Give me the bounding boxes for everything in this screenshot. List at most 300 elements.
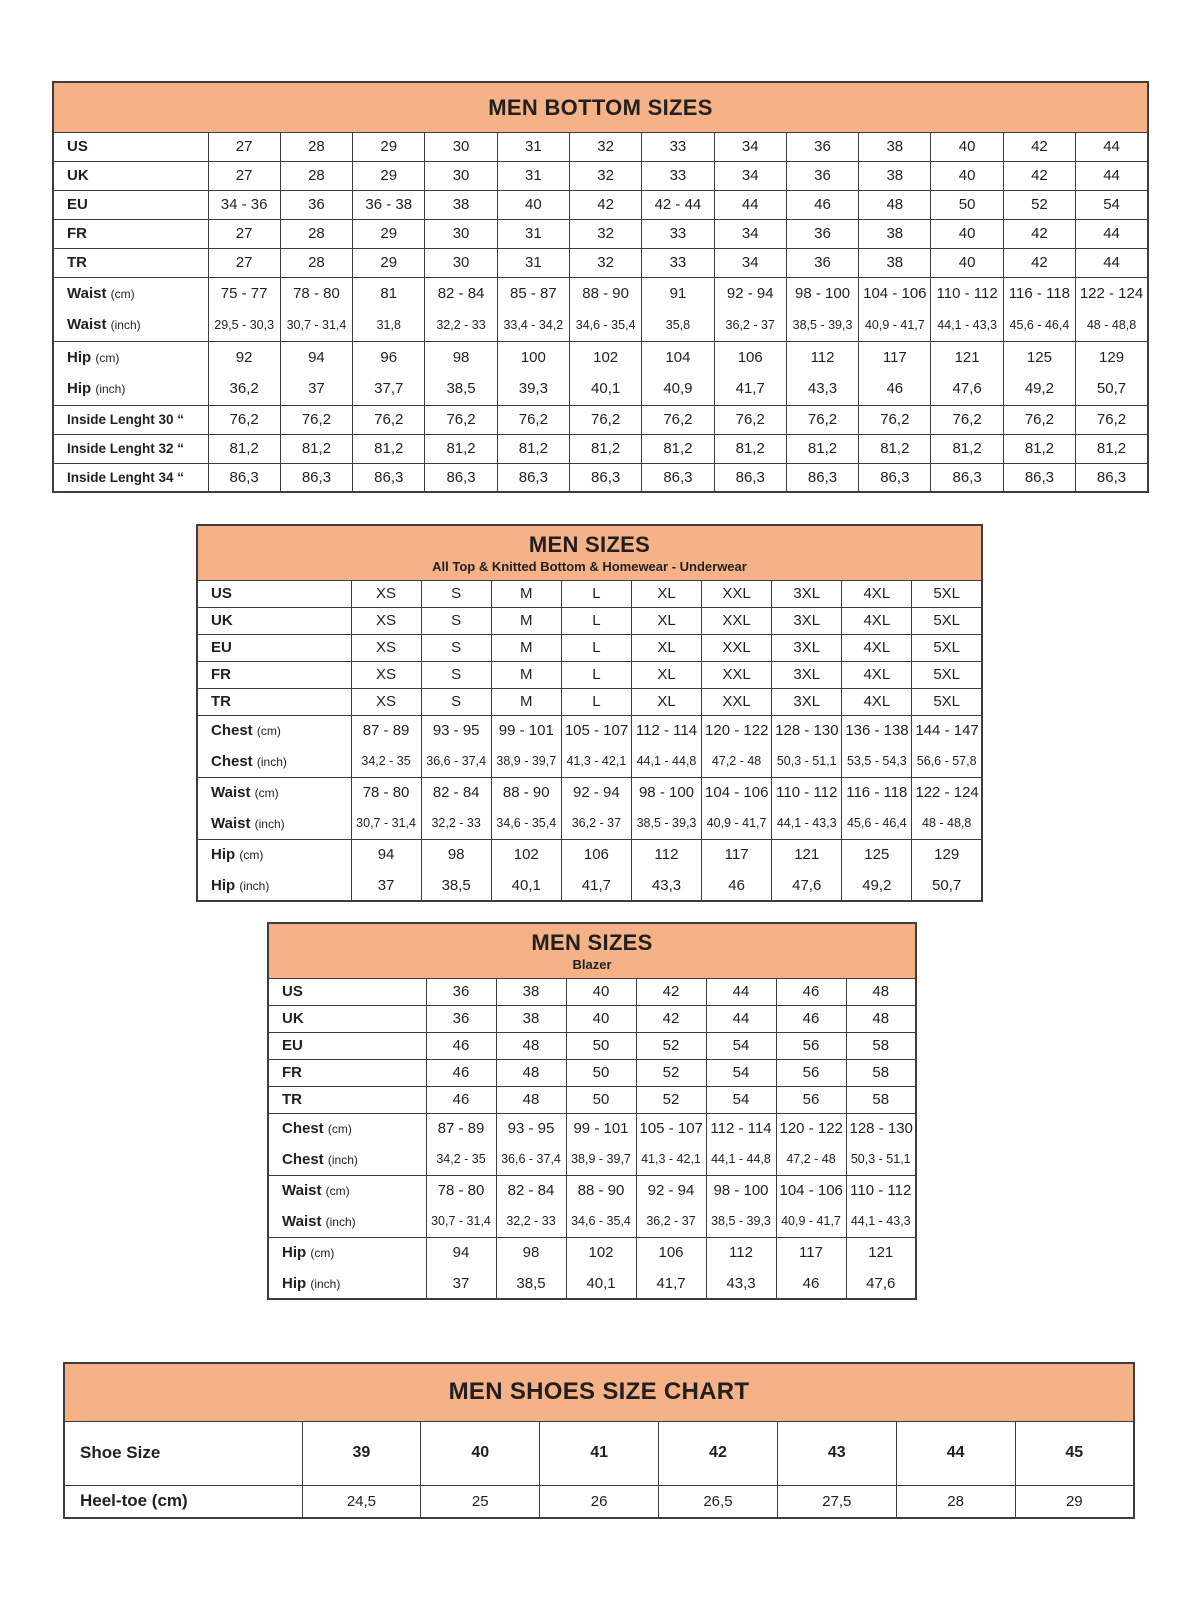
row-label-text: Waist (67, 284, 107, 302)
cell: 98 - 100 (786, 277, 858, 309)
table-row (53, 463, 1148, 492)
table-row (197, 607, 982, 634)
unit-label: (cm) (327, 1122, 352, 1137)
cell: 93 - 95 (496, 1113, 566, 1144)
row-label (64, 1421, 302, 1485)
cell: 33 (642, 219, 714, 248)
cell: 41 (540, 1421, 659, 1485)
cell: 129 (1076, 341, 1148, 373)
cell: 98 - 100 (631, 777, 701, 808)
cell: 53,5 - 54,3 (842, 746, 912, 777)
cell: 42 - 44 (642, 190, 714, 219)
cell: M (491, 688, 561, 715)
cell: 46 (702, 870, 772, 901)
cell: 50,7 (1076, 373, 1148, 405)
cell: 44,1 - 44,8 (631, 746, 701, 777)
cell: 29 (353, 161, 425, 190)
cell: 36 (426, 978, 496, 1005)
row-label-text: Waist (282, 1182, 322, 1200)
cell: 48 - 48,8 (912, 808, 982, 839)
table-row (53, 373, 1148, 405)
cell: 38,5 - 39,3 (786, 309, 858, 341)
cell: 42 (1003, 161, 1075, 190)
cell: 86,3 (931, 463, 1003, 492)
row-label-text: Chest (211, 752, 253, 770)
cell: 116 - 118 (842, 777, 912, 808)
men-bottom-sizes-grid (52, 81, 1149, 493)
row-label-text: UK (282, 1010, 304, 1027)
cell: 35,8 (642, 309, 714, 341)
row-label-text: US (67, 138, 88, 155)
cell: 86,3 (280, 463, 352, 492)
cell: 58 (846, 1059, 916, 1086)
cell: 81,2 (208, 434, 280, 463)
cell: 27,5 (777, 1485, 896, 1518)
cell: 52 (1003, 190, 1075, 219)
row-label-text: Hip (282, 1244, 307, 1262)
row-label (53, 277, 208, 309)
table-row (197, 839, 982, 870)
unit-label: (cm) (95, 350, 120, 365)
cell: 52 (636, 1059, 706, 1086)
table-header (53, 82, 1148, 132)
cell: 46 (776, 1268, 846, 1299)
cell: 44 (706, 978, 776, 1005)
cell: 29 (353, 219, 425, 248)
cell: XS (351, 580, 421, 607)
cell: 102 (491, 839, 561, 870)
table-row (268, 1268, 916, 1299)
row-label (268, 1206, 426, 1237)
cell: S (421, 634, 491, 661)
cell: 48 (846, 978, 916, 1005)
unit-label: (inch) (239, 878, 270, 893)
cell: S (421, 688, 491, 715)
cell: 37 (426, 1268, 496, 1299)
table-row (197, 715, 982, 746)
cell: 75 - 77 (208, 277, 280, 309)
cell: 48 (859, 190, 931, 219)
cell: 36 - 38 (353, 190, 425, 219)
cell: 43,3 (706, 1268, 776, 1299)
cell: XXL (702, 688, 772, 715)
cell: 41,7 (714, 373, 786, 405)
cell: 96 (353, 341, 425, 373)
cell: 44,1 - 44,8 (706, 1144, 776, 1175)
cell: 40 (931, 132, 1003, 161)
row-label-text: Hip (67, 380, 92, 398)
row-label (268, 1086, 426, 1113)
cell: 45 (1015, 1421, 1134, 1485)
cell: 36,2 - 37 (636, 1206, 706, 1237)
cell: 46 (426, 1059, 496, 1086)
cell: 50,3 - 51,1 (846, 1144, 916, 1175)
row-label (197, 808, 351, 839)
row-label-text: Chest (211, 722, 253, 740)
cell: 120 - 122 (702, 715, 772, 746)
cell: 36 (786, 219, 858, 248)
cell: 41,7 (636, 1268, 706, 1299)
row-label-text: Waist (211, 784, 251, 802)
row-label (268, 1005, 426, 1032)
cell: 41,3 - 42,1 (561, 746, 631, 777)
cell: 40,1 (566, 1268, 636, 1299)
cell: 38,5 - 39,3 (706, 1206, 776, 1237)
table-row (64, 1421, 1134, 1485)
men-shoes-size-chart-grid (63, 1362, 1135, 1519)
cell: 82 - 84 (496, 1175, 566, 1206)
cell: 39 (302, 1421, 421, 1485)
cell: 30,7 - 31,4 (426, 1206, 496, 1237)
row-label (53, 219, 208, 248)
cell: 50,3 - 51,1 (772, 746, 842, 777)
cell: 40 (566, 978, 636, 1005)
row-label (53, 161, 208, 190)
cell: 105 - 107 (636, 1113, 706, 1144)
table-row (53, 161, 1148, 190)
unit-label: (cm) (256, 724, 281, 739)
cell: 29 (1015, 1485, 1134, 1518)
row-label-text: Hip (282, 1274, 307, 1292)
cell: 36,6 - 37,4 (496, 1144, 566, 1175)
cell: 40 (931, 219, 1003, 248)
row-label (53, 373, 208, 405)
cell: 81,2 (425, 434, 497, 463)
cell: 81,2 (569, 434, 641, 463)
cell: XXL (702, 661, 772, 688)
table-row (53, 132, 1148, 161)
cell: XS (351, 634, 421, 661)
cell: 56 (776, 1032, 846, 1059)
cell: 56 (776, 1086, 846, 1113)
row-label (268, 1237, 426, 1268)
row-label (53, 341, 208, 373)
table-header (64, 1363, 1134, 1421)
cell: XXL (702, 607, 772, 634)
cell: 121 (772, 839, 842, 870)
cell: 32,2 - 33 (496, 1206, 566, 1237)
row-label-text: Waist (211, 814, 251, 832)
cell: 38,5 (496, 1268, 566, 1299)
row-label (197, 580, 351, 607)
cell: 40 (497, 190, 569, 219)
cell: 43 (777, 1421, 896, 1485)
cell: 128 - 130 (772, 715, 842, 746)
cell: 82 - 84 (421, 777, 491, 808)
cell: 27 (208, 132, 280, 161)
cell: 86,3 (497, 463, 569, 492)
table-row (197, 688, 982, 715)
cell: 54 (706, 1032, 776, 1059)
cell: 81,2 (931, 434, 1003, 463)
cell: 4XL (842, 580, 912, 607)
row-label (197, 777, 351, 808)
unit-label: (inch) (325, 1214, 356, 1229)
cell: 112 - 114 (631, 715, 701, 746)
cell: 76,2 (1003, 405, 1075, 434)
cell: 106 (636, 1237, 706, 1268)
row-label (197, 746, 351, 777)
table-row (268, 1059, 916, 1086)
table-row (53, 277, 1148, 309)
table-row (53, 219, 1148, 248)
row-label-text: Shoe Size (80, 1443, 161, 1462)
cell: 36 (786, 132, 858, 161)
cell: 37,7 (353, 373, 425, 405)
cell: 34,6 - 35,4 (566, 1206, 636, 1237)
cell: 50 (566, 1086, 636, 1113)
cell: XXL (702, 580, 772, 607)
cell: 28 (280, 161, 352, 190)
unit-label: (inch) (256, 754, 287, 769)
cell: 38 (496, 1005, 566, 1032)
row-label (197, 688, 351, 715)
cell: 38,5 - 39,3 (631, 808, 701, 839)
cell: 76,2 (714, 405, 786, 434)
cell: 76,2 (931, 405, 1003, 434)
cell: 40 (931, 248, 1003, 277)
cell: 92 - 94 (714, 277, 786, 309)
cell: XL (631, 607, 701, 634)
cell: 42 (636, 978, 706, 1005)
cell: 49,2 (1003, 373, 1075, 405)
cell: 100 (497, 341, 569, 373)
cell: 46 (776, 1005, 846, 1032)
cell: 27 (208, 248, 280, 277)
table-row (268, 1113, 916, 1144)
cell: 34 - 36 (208, 190, 280, 219)
cell: 88 - 90 (566, 1175, 636, 1206)
cell: 33 (642, 248, 714, 277)
cell: 81,2 (1003, 434, 1075, 463)
row-label-text: US (211, 585, 232, 602)
table-row (197, 661, 982, 688)
cell: 58 (846, 1086, 916, 1113)
cell: 117 (702, 839, 772, 870)
cell: 76,2 (280, 405, 352, 434)
row-label (53, 248, 208, 277)
table-row (268, 978, 916, 1005)
cell: 45,6 - 46,4 (1003, 309, 1075, 341)
cell: 34,6 - 35,4 (491, 808, 561, 839)
table-row (53, 434, 1148, 463)
cell: 30,7 - 31,4 (351, 808, 421, 839)
cell: 27 (208, 161, 280, 190)
cell: 36 (426, 1005, 496, 1032)
cell: 48 (496, 1086, 566, 1113)
cell: 81,2 (1076, 434, 1148, 463)
cell: 44,1 - 43,3 (772, 808, 842, 839)
cell: 26 (540, 1485, 659, 1518)
cell: 34 (714, 248, 786, 277)
cell: 42 (636, 1005, 706, 1032)
cell: 86,3 (1003, 463, 1075, 492)
cell: 76,2 (786, 405, 858, 434)
cell: 39,3 (497, 373, 569, 405)
men-bottom-sizes-table (52, 81, 1149, 493)
cell: 78 - 80 (426, 1175, 496, 1206)
cell: 29 (353, 248, 425, 277)
cell: 129 (912, 839, 982, 870)
cell: 36 (786, 248, 858, 277)
cell: 125 (1003, 341, 1075, 373)
row-label (197, 634, 351, 661)
cell: 34,6 - 35,4 (569, 309, 641, 341)
unit-label: (inch) (310, 1276, 341, 1291)
cell: 44 (1076, 248, 1148, 277)
unit-label: (inch) (254, 816, 285, 831)
cell: 86,3 (859, 463, 931, 492)
cell: XS (351, 688, 421, 715)
table-row (268, 1144, 916, 1175)
table-row (197, 580, 982, 607)
unit-label: (inch) (95, 382, 126, 397)
cell: 31 (497, 219, 569, 248)
row-label (197, 715, 351, 746)
row-label-text: Hip (211, 876, 236, 894)
cell: 40 (931, 161, 1003, 190)
table-row (268, 1206, 916, 1237)
row-label (197, 607, 351, 634)
cell: 5XL (912, 607, 982, 634)
cell: 81,2 (497, 434, 569, 463)
cell: 40,1 (491, 870, 561, 901)
cell: 30 (425, 132, 497, 161)
cell: 93 - 95 (421, 715, 491, 746)
cell: 31,8 (353, 309, 425, 341)
cell: 42 (1003, 219, 1075, 248)
table-row (197, 746, 982, 777)
cell: 121 (931, 341, 1003, 373)
cell: 37 (280, 373, 352, 405)
row-label-text: Waist (67, 316, 107, 334)
cell: 86,3 (353, 463, 425, 492)
cell: 99 - 101 (491, 715, 561, 746)
cell: 88 - 90 (569, 277, 641, 309)
men-blazer-sizes-table (267, 922, 917, 1300)
men-sizes-blazer-grid (267, 922, 917, 1300)
cell: 36,2 - 37 (714, 309, 786, 341)
table-title: MEN SIZES (528, 531, 651, 557)
cell: L (561, 634, 631, 661)
cell: 86,3 (425, 463, 497, 492)
cell: M (491, 580, 561, 607)
cell: XXL (702, 634, 772, 661)
table-row (197, 808, 982, 839)
cell: 33,4 - 34,2 (497, 309, 569, 341)
cell: 78 - 80 (351, 777, 421, 808)
table-row (268, 1175, 916, 1206)
table-row (268, 1086, 916, 1113)
cell: 81 (353, 277, 425, 309)
cell: 122 - 124 (912, 777, 982, 808)
cell: 94 (426, 1237, 496, 1268)
row-label-text: Inside Lenght 34 “ (67, 469, 185, 485)
cell: 5XL (912, 634, 982, 661)
cell: 33 (642, 161, 714, 190)
cell: 34 (714, 219, 786, 248)
cell: 56 (776, 1059, 846, 1086)
cell: 76,2 (425, 405, 497, 434)
cell: 128 - 130 (846, 1113, 916, 1144)
row-label-text: Heel-toe (cm) (80, 1491, 188, 1511)
cell: 81,2 (786, 434, 858, 463)
cell: 86,3 (642, 463, 714, 492)
table-title: MEN SHOES SIZE CHART (448, 1378, 750, 1406)
cell: 104 - 106 (702, 777, 772, 808)
cell: 30,7 - 31,4 (280, 309, 352, 341)
cell: S (421, 607, 491, 634)
row-label (268, 1144, 426, 1175)
cell: 44,1 - 43,3 (846, 1206, 916, 1237)
men-shoes-size-table (63, 1362, 1135, 1519)
cell: 92 (208, 341, 280, 373)
table-title: MEN BOTTOM SIZES (488, 94, 713, 120)
cell: 56,6 - 57,8 (912, 746, 982, 777)
cell: 40,9 (642, 373, 714, 405)
row-label (268, 978, 426, 1005)
cell: 46 (426, 1032, 496, 1059)
cell: 30 (425, 219, 497, 248)
cell: 42 (1003, 248, 1075, 277)
row-label (53, 190, 208, 219)
row-label-text: UK (67, 167, 89, 184)
cell: 92 - 94 (636, 1175, 706, 1206)
cell: M (491, 661, 561, 688)
cell: S (421, 661, 491, 688)
cell: 40 (566, 1005, 636, 1032)
cell: 44 (1076, 132, 1148, 161)
cell: 40,9 - 41,7 (702, 808, 772, 839)
cell: 76,2 (208, 405, 280, 434)
cell: 29,5 - 30,3 (208, 309, 280, 341)
cell: 37 (351, 870, 421, 901)
cell: 116 - 118 (1003, 277, 1075, 309)
cell: 38 (496, 978, 566, 1005)
table-row (53, 248, 1148, 277)
cell: 3XL (772, 634, 842, 661)
cell: 34,2 - 35 (426, 1144, 496, 1175)
row-label (268, 1059, 426, 1086)
cell: 86,3 (208, 463, 280, 492)
cell: 41,7 (561, 870, 631, 901)
row-label-text: Hip (211, 846, 236, 864)
table-row (53, 190, 1148, 219)
cell: 104 (642, 341, 714, 373)
cell: 48 (496, 1032, 566, 1059)
cell: 85 - 87 (497, 277, 569, 309)
row-label-text: Inside Lenght 30 “ (67, 412, 185, 427)
cell: 76,2 (497, 405, 569, 434)
cell: 32 (569, 161, 641, 190)
cell: 112 (706, 1237, 776, 1268)
table-row (53, 405, 1148, 434)
cell: 94 (280, 341, 352, 373)
cell: 42 (1003, 132, 1075, 161)
table-row (197, 870, 982, 901)
cell: 117 (859, 341, 931, 373)
cell: 3XL (772, 661, 842, 688)
cell: 40,9 - 41,7 (859, 309, 931, 341)
cell: 47,6 (931, 373, 1003, 405)
cell: 31 (497, 248, 569, 277)
row-label (53, 132, 208, 161)
cell: 76,2 (1076, 405, 1148, 434)
cell: 40 (421, 1421, 540, 1485)
cell: 48 (846, 1005, 916, 1032)
cell: 110 - 112 (772, 777, 842, 808)
row-label-text: EU (282, 1037, 303, 1054)
